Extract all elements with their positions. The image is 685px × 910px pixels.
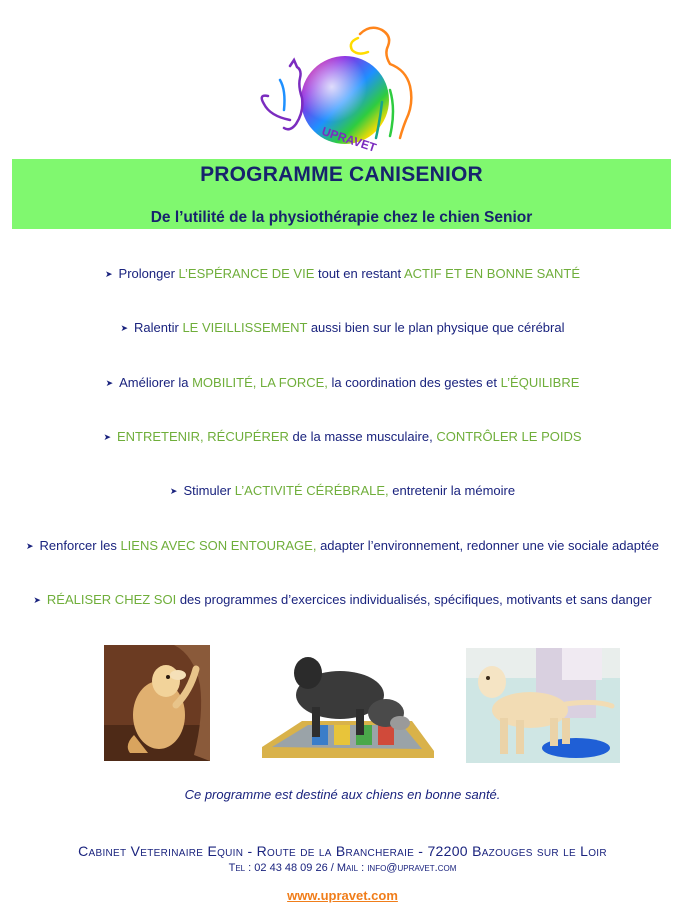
golden-retriever-photo — [104, 645, 210, 761]
logo-text: UPRAVET — [320, 124, 379, 155]
title-banner — [12, 159, 671, 229]
cabinet-address: Cabinet Veterinaire Equin - Route de la Brancheraie - 72200 Bazouges sur le Loir — [78, 843, 607, 859]
upravet-logo — [250, 20, 430, 155]
website-link[interactable]: www.upravet.com — [287, 888, 398, 903]
schnauzer-puzzle-photo — [262, 651, 434, 758]
bullet-item: ➤ Renforcer les LIENS AVEC SON ENTOURAGE, adapter l’environnement, redonner une vie sociale adaptée — [25, 538, 660, 553]
arrow-bullet-icon: ➤ — [105, 378, 114, 388]
arrow-bullet-icon: ➤ — [169, 486, 178, 496]
arrow-bullet-icon: ➤ — [33, 595, 41, 605]
bullet-item: ➤ ENTRETENIR, RÉCUPÉRER de la masse musculaire, CONTRÔLER LE POIDS — [103, 429, 582, 444]
arrow-bullet-icon: ➤ — [105, 269, 113, 279]
arrow-bullet-icon: ➤ — [120, 323, 129, 333]
bullet-item: ➤ RÉALISER CHEZ SOI des programmes d’exercices individualisés, spécifiques, motivants et sans danger — [33, 592, 652, 607]
bullet-item: ➤ Ralentir LE VIEILLISSEMENT aussi bien sur le plan physique que cérébral — [120, 320, 565, 335]
arrow-bullet-icon: ➤ — [103, 432, 111, 442]
bullet-item: ➤ Améliorer la MOBILITÉ, LA FORCE, la coordination des gestes et L’ÉQUILIBRE — [105, 375, 580, 390]
footer-note: Ce programme est destiné aux chiens en bonne santé. — [184, 787, 501, 802]
contact-info[interactable]: Tel : 02 43 48 09 26 / Mail : info@upravet.com — [228, 862, 457, 874]
labrador-balance-photo — [466, 648, 620, 763]
page-title: PROGRAMME CANISENIOR — [200, 163, 483, 186]
arrow-bullet-icon: ➤ — [25, 541, 34, 551]
page-subtitle: De l’utilité de la physiothérapie chez le chien Senior — [150, 209, 533, 226]
bullet-item: ➤ Prolonger L’ESPÉRANCE DE VIE tout en restant ACTIF ET EN BONNE SANTÉ — [105, 266, 580, 281]
bullet-item: ➤ Stimuler L’ACTIVITÉ CÉRÉBRALE, entretenir la mémoire — [169, 483, 516, 498]
